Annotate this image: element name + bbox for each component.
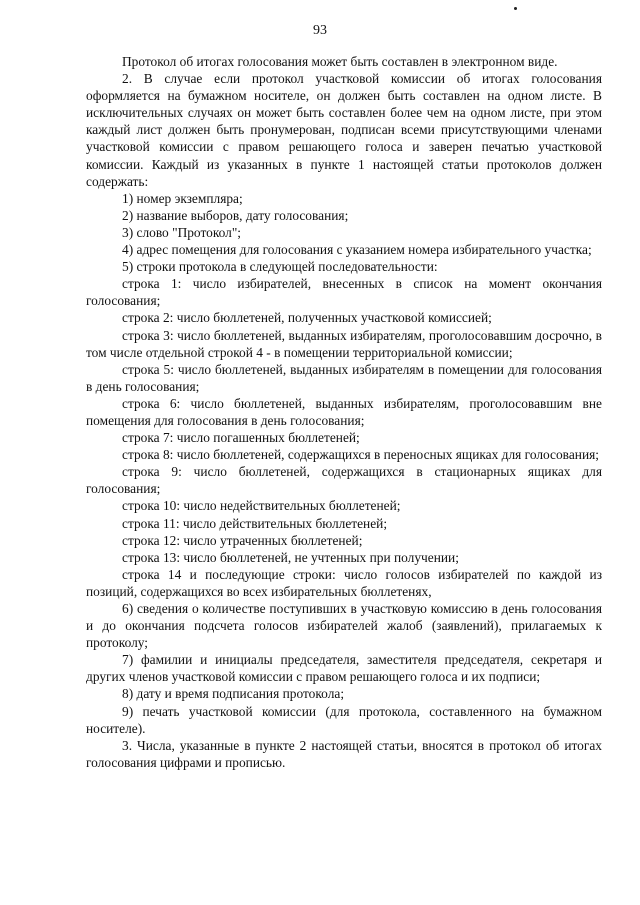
protocol-line-item: строка 11: число действительных бюллетеней;	[122, 515, 388, 531]
protocol-line-item: строка 13: число бюллетеней, не учтенных при получении;	[122, 549, 459, 565]
list-item: 9) печать участковой комиссии (для протокола, составленного на бумажном носителе).	[86, 703, 602, 736]
list-item: 3) слово "Протокол";	[122, 224, 242, 240]
scan-dot	[514, 7, 517, 10]
protocol-line-item: строка 5: число бюллетеней, выданных избирателям в помещении для голосования в день голосования;	[86, 361, 602, 394]
paragraph: 3. Числа, указанные в пункте 2 настоящей статьи, вносятся в протокол об итогах голосования цифрами и прописью.	[86, 737, 602, 770]
protocol-line-item: строка 10: число недействительных бюллетеней;	[122, 498, 401, 514]
list-item: 5) строки протокола в следующей последовательности:	[122, 259, 438, 275]
protocol-line-item: строка 2: число бюллетеней, полученных участковой комиссией;	[122, 310, 492, 326]
protocol-line-item: строка 7: число погашенных бюллетеней;	[122, 430, 360, 446]
protocol-line-item: строка 1: число избирателей, внесенных в список на момент окончания голосования;	[86, 276, 602, 309]
list-item: 7) фамилии и инициалы председателя, заместителя председателя, секретаря и других членов участковой комиссии с правом решающего голоса и их подписи;	[86, 652, 602, 685]
list-item: 4) адрес помещения для голосования с указанием номера избирательного участка;	[122, 242, 592, 258]
protocol-line-item: строка 14 и последующие строки: число голосов избирателей по каждой из позиций, содержащихся во всех избирательных бюллетенях,	[86, 566, 602, 599]
protocol-line-item: строка 8: число бюллетеней, содержащихся в переносных ящиках для голосования;	[122, 447, 599, 463]
paragraph: Протокол об итогах голосования может быть составлен в электронном виде.	[122, 54, 558, 69]
document-body	[86, 53, 602, 771]
list-item: 1) номер экземпляра;	[122, 190, 243, 206]
protocol-line-item: строка 9: число бюллетеней, содержащихся в стационарных ящиках для голосования;	[86, 464, 602, 497]
protocol-line-item: строка 3: число бюллетеней, выданных избирателям, проголосовавшим досрочно, в том числе отдельной строкой 4 - в помещении территориальной комиссии;	[86, 327, 602, 360]
paragraph: 2. В случае если протокол участковой комиссии об итогах голосования оформляется на бумажном носителе, он должен быть составлен на одном листе. В исключительных случаях он может быть составлен более чем на одном листе, при этом каждый лист должен быть пронумерован, подписан всеми присутствующими членами участковой комиссии с правом решающего голоса и заверен печатью участковой комиссии. Каждый из указанных в пункте 1 настоящей статьи протоколов должен содержать:	[86, 71, 602, 189]
list-item: 8) дату и время подписания протокола;	[122, 686, 345, 702]
list-item: 6) сведения о количестве поступивших в участковую комиссию в день голосования и до окончания подсчета голосов избирателей жалоб (заявлений), прилагаемых к протоколу;	[86, 601, 602, 651]
page-number: 93	[313, 23, 327, 38]
list-item: 2) название выборов, дату голосования;	[122, 207, 349, 223]
protocol-line-item: строка 6: число бюллетеней, выданных избирателям, проголосовавшим вне помещения для голосования в день голосования;	[86, 395, 602, 428]
protocol-line-item: строка 12: число утраченных бюллетеней;	[122, 532, 363, 548]
